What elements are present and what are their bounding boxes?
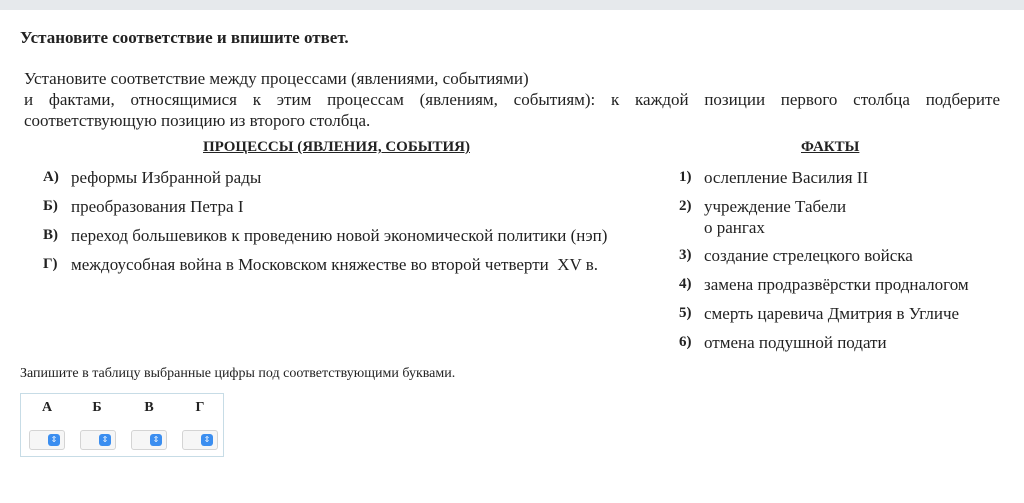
answer-select-v[interactable]	[131, 430, 167, 450]
answer-select-g[interactable]	[182, 430, 218, 450]
fact-text: ослепление Василия II	[704, 168, 869, 187]
answer-header-a: А	[41, 400, 53, 415]
process-text: реформы Избранной рады	[71, 168, 262, 187]
processes-column-header: ПРОЦЕССЫ (ЯВЛЕНИЯ, СОБЫТИЯ)	[203, 139, 470, 155]
answer-header-v: В	[144, 400, 154, 415]
intro-line-1: Установите соответствие между процессами (явлениями, событиями)	[24, 69, 529, 88]
process-label: В)	[43, 227, 58, 243]
fact-label: 2)	[679, 198, 692, 214]
fact-label: 1)	[679, 169, 692, 185]
fact-label: 6)	[679, 334, 692, 350]
facts-column-header: ФАКТЫ	[801, 139, 860, 155]
fact-text: замена продразвёрстки продналогом	[704, 275, 969, 294]
fact-text: создание стрелецкого войска	[704, 246, 913, 265]
process-label: Г)	[43, 256, 58, 272]
top-bar	[0, 0, 1024, 10]
answer-table-header	[21, 394, 223, 422]
fact-text-continued: о рангах	[704, 218, 765, 237]
process-label: А)	[43, 169, 59, 185]
answer-instruction: Запишите в таблицу выбранные цифры под соответствующими буквами.	[20, 366, 456, 381]
intro-line-2: и фактами, относящимися к этим процессам (явлениям, событиям): к каждой позиции первого столбца подберите	[24, 90, 1000, 109]
task-instructions	[24, 68, 1000, 131]
fact-text: отмена подушной подати	[704, 333, 887, 352]
answer-select-a[interactable]	[29, 430, 65, 450]
fact-text: учреждение Табели	[704, 197, 847, 216]
up-down-arrows-icon: ⇕	[201, 434, 213, 446]
up-down-arrows-icon: ⇕	[99, 434, 111, 446]
fact-text: смерть царевича Дмитрия в Угличе	[704, 304, 960, 323]
process-label: Б)	[43, 198, 58, 214]
process-text: междоусобная война в Московском княжестве во второй четверти XV в.	[71, 255, 598, 274]
answer-header-b: Б	[92, 400, 102, 415]
up-down-arrows-icon: ⇕	[150, 434, 162, 446]
fact-label: 4)	[679, 276, 692, 292]
fact-label: 5)	[679, 305, 692, 321]
intro-line-3: соответствующую позицию из второго столбца.	[24, 111, 371, 130]
answer-select-b[interactable]	[80, 430, 116, 450]
answer-table	[20, 393, 224, 457]
process-text: преобразования Петра I	[71, 197, 244, 216]
task-title: Установите соответствие и впишите ответ.	[20, 28, 349, 47]
fact-label: 3)	[679, 247, 692, 263]
process-text: переход большевиков к проведению новой экономической политики (нэп)	[71, 226, 608, 245]
up-down-arrows-icon: ⇕	[48, 434, 60, 446]
answer-header-g: Г	[195, 400, 205, 415]
